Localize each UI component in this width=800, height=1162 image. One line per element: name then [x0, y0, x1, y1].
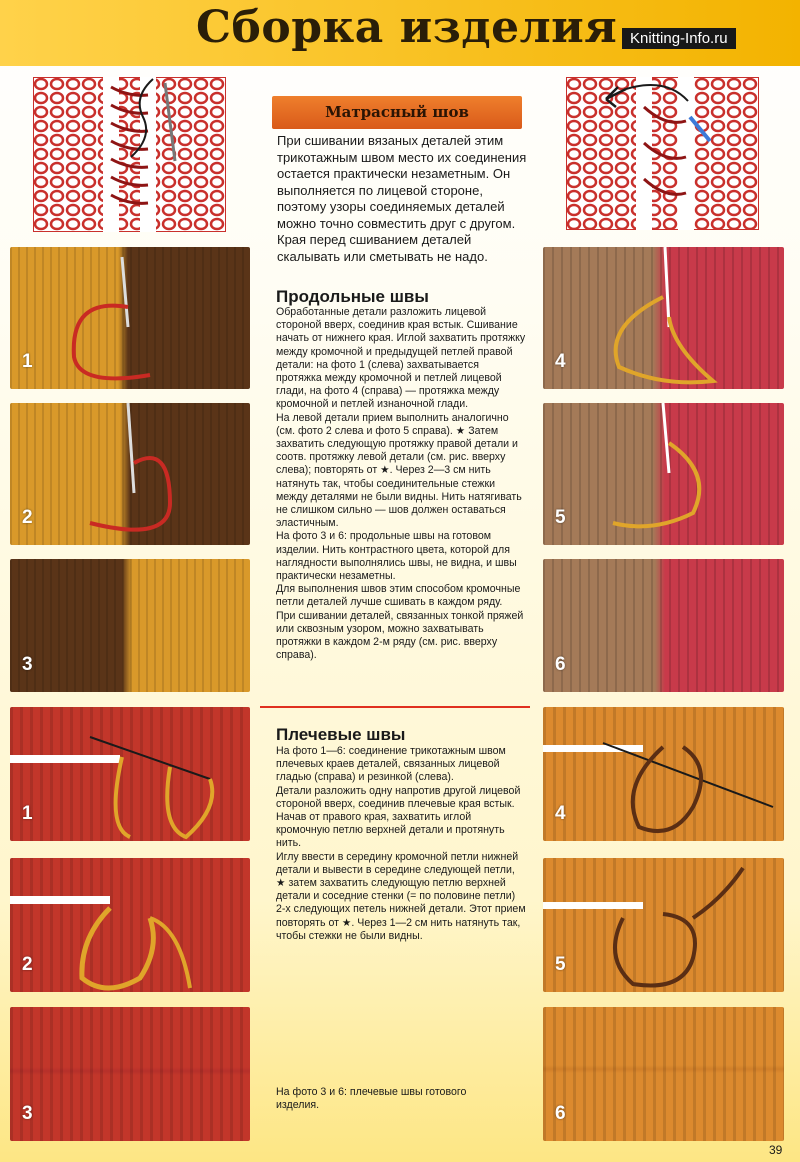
photo-number: 6: [555, 1103, 566, 1124]
photo-number: 3: [22, 1103, 33, 1124]
photo-number: 1: [22, 351, 33, 372]
section-divider: [260, 706, 530, 708]
photo-number: 4: [555, 803, 566, 824]
mattress-stitch-label: Матрасный шов: [325, 103, 469, 121]
photo-number: 6: [555, 654, 566, 675]
header-band: [0, 0, 800, 66]
photo-longitudinal-2: [10, 403, 250, 545]
mattress-stitch-diagram-right: [566, 77, 759, 230]
longitudinal-paragraph: На левой детали прием выполнить аналогично (см. фото 2 слева и фото 5 справа). ★ Затем захватить следующую протяжку правой детали и соотв. протяжку левой детали (см. рис. вверху слева); повторять от ★. Через 2—3 см нить натянуть так, чтобы соединительные стежки между деталями не были видны. Нить натягивать не слишком сильно — шов должен оставаться эластичным.: [276, 411, 522, 530]
longitudinal-paragraph: Для выполнения швов этим способом кромочные петли деталей лучше сшивать в каждом ряду.: [276, 583, 521, 609]
page-number: 39: [769, 1143, 783, 1157]
shoulder-heading: Плечевые швы: [276, 725, 406, 744]
photo-number: 5: [555, 954, 566, 975]
shoulder-caption: На фото 3 и 6: плечевые швы готового изделия.: [276, 1086, 467, 1112]
photo-longitudinal-4: [543, 247, 784, 389]
mattress-stitch-diagram-left: [33, 77, 226, 232]
photo-longitudinal-6: [543, 559, 784, 692]
photo-longitudinal-1: [10, 247, 250, 389]
photo-number: 5: [555, 507, 566, 528]
photo-shoulder-1: [10, 707, 250, 841]
longitudinal-paragraph: При сшивании деталей, связанных тонкой пряжей или сквозным узором, можно захватывать протяжки в каждом 2-м ряду (см. рис. вверху справа).: [276, 609, 524, 662]
photo-number: 4: [555, 351, 566, 372]
photo-shoulder-2: [10, 858, 250, 992]
photo-number: 3: [22, 654, 33, 675]
photo-longitudinal-3: [10, 559, 250, 692]
photo-number: 2: [22, 507, 33, 528]
photo-shoulder-5: [543, 858, 784, 992]
photo-shoulder-4: [543, 707, 784, 841]
shoulder-paragraph: Детали разложить одну напротив другой лицевой стороной вверх, соединив плечевые края встык. Начав от правого края, захватить иглой кромочную петлю верхней детали и протянуть нить.: [276, 784, 521, 850]
longitudinal-paragraph: Обработанные детали разложить лицевой стороной вверх, соединив края встык. Сшивание начать от нижнего края. Иглой захватить протяжку между кромочной и предыдущей петлей правой детали: на фото 1 (слева) захватывается протяжка между кромочной и петлей лицевой глади, на фото 4 (справа) — протяжка между кромочной и петлей изнаночной глади.: [276, 306, 526, 411]
photo-shoulder-3: [10, 1007, 250, 1141]
longitudinal-heading: Продольные швы: [276, 287, 429, 306]
longitudinal-paragraph: На фото 3 и 6: продольные швы на готовом изделии. Нить контрастного цвета, которой для наглядности выполнялись швы, не видна, и швы практически незаметны.: [276, 530, 517, 583]
shoulder-body: [276, 745, 526, 943]
longitudinal-body: [276, 306, 526, 662]
photo-longitudinal-5: [543, 403, 784, 545]
mattress-stitch-banner: [272, 96, 522, 129]
site-watermark: Knitting-Info.ru: [622, 28, 736, 49]
photo-number: 2: [22, 954, 33, 975]
photo-shoulder-6: [543, 1007, 784, 1141]
page-title: Сборка изделия: [196, 2, 618, 53]
shoulder-paragraph: Иглу ввести в середину кромочной петли нижней детали и вывести в середине следующей петли, ★ затем захватить следующую петлю верхней детали и соседние стенки (= по половине петли) 2-х следующих петель нижней детали. Этот прием повторять от ★. Через 1—2 см нить натянуть так, чтобы стежки не были видны.: [276, 850, 526, 942]
shoulder-paragraph: На фото 1—6: соединение трикотажным швом плечевых краев деталей, связанных лицевой гладью (справа) и резинкой (слева).: [276, 745, 506, 784]
mattress-intro-text: При сшивании вязаных деталей этим трикотажным швом место их соединения остается практически незаметным. Он выполняется по лицевой стороне, поэтому узоры соединяемых деталей можно точно совместить друг с другом. Края перед сшиванием деталей скалывать или сметывать не надо.: [277, 133, 527, 264]
photo-number: 1: [22, 803, 33, 824]
